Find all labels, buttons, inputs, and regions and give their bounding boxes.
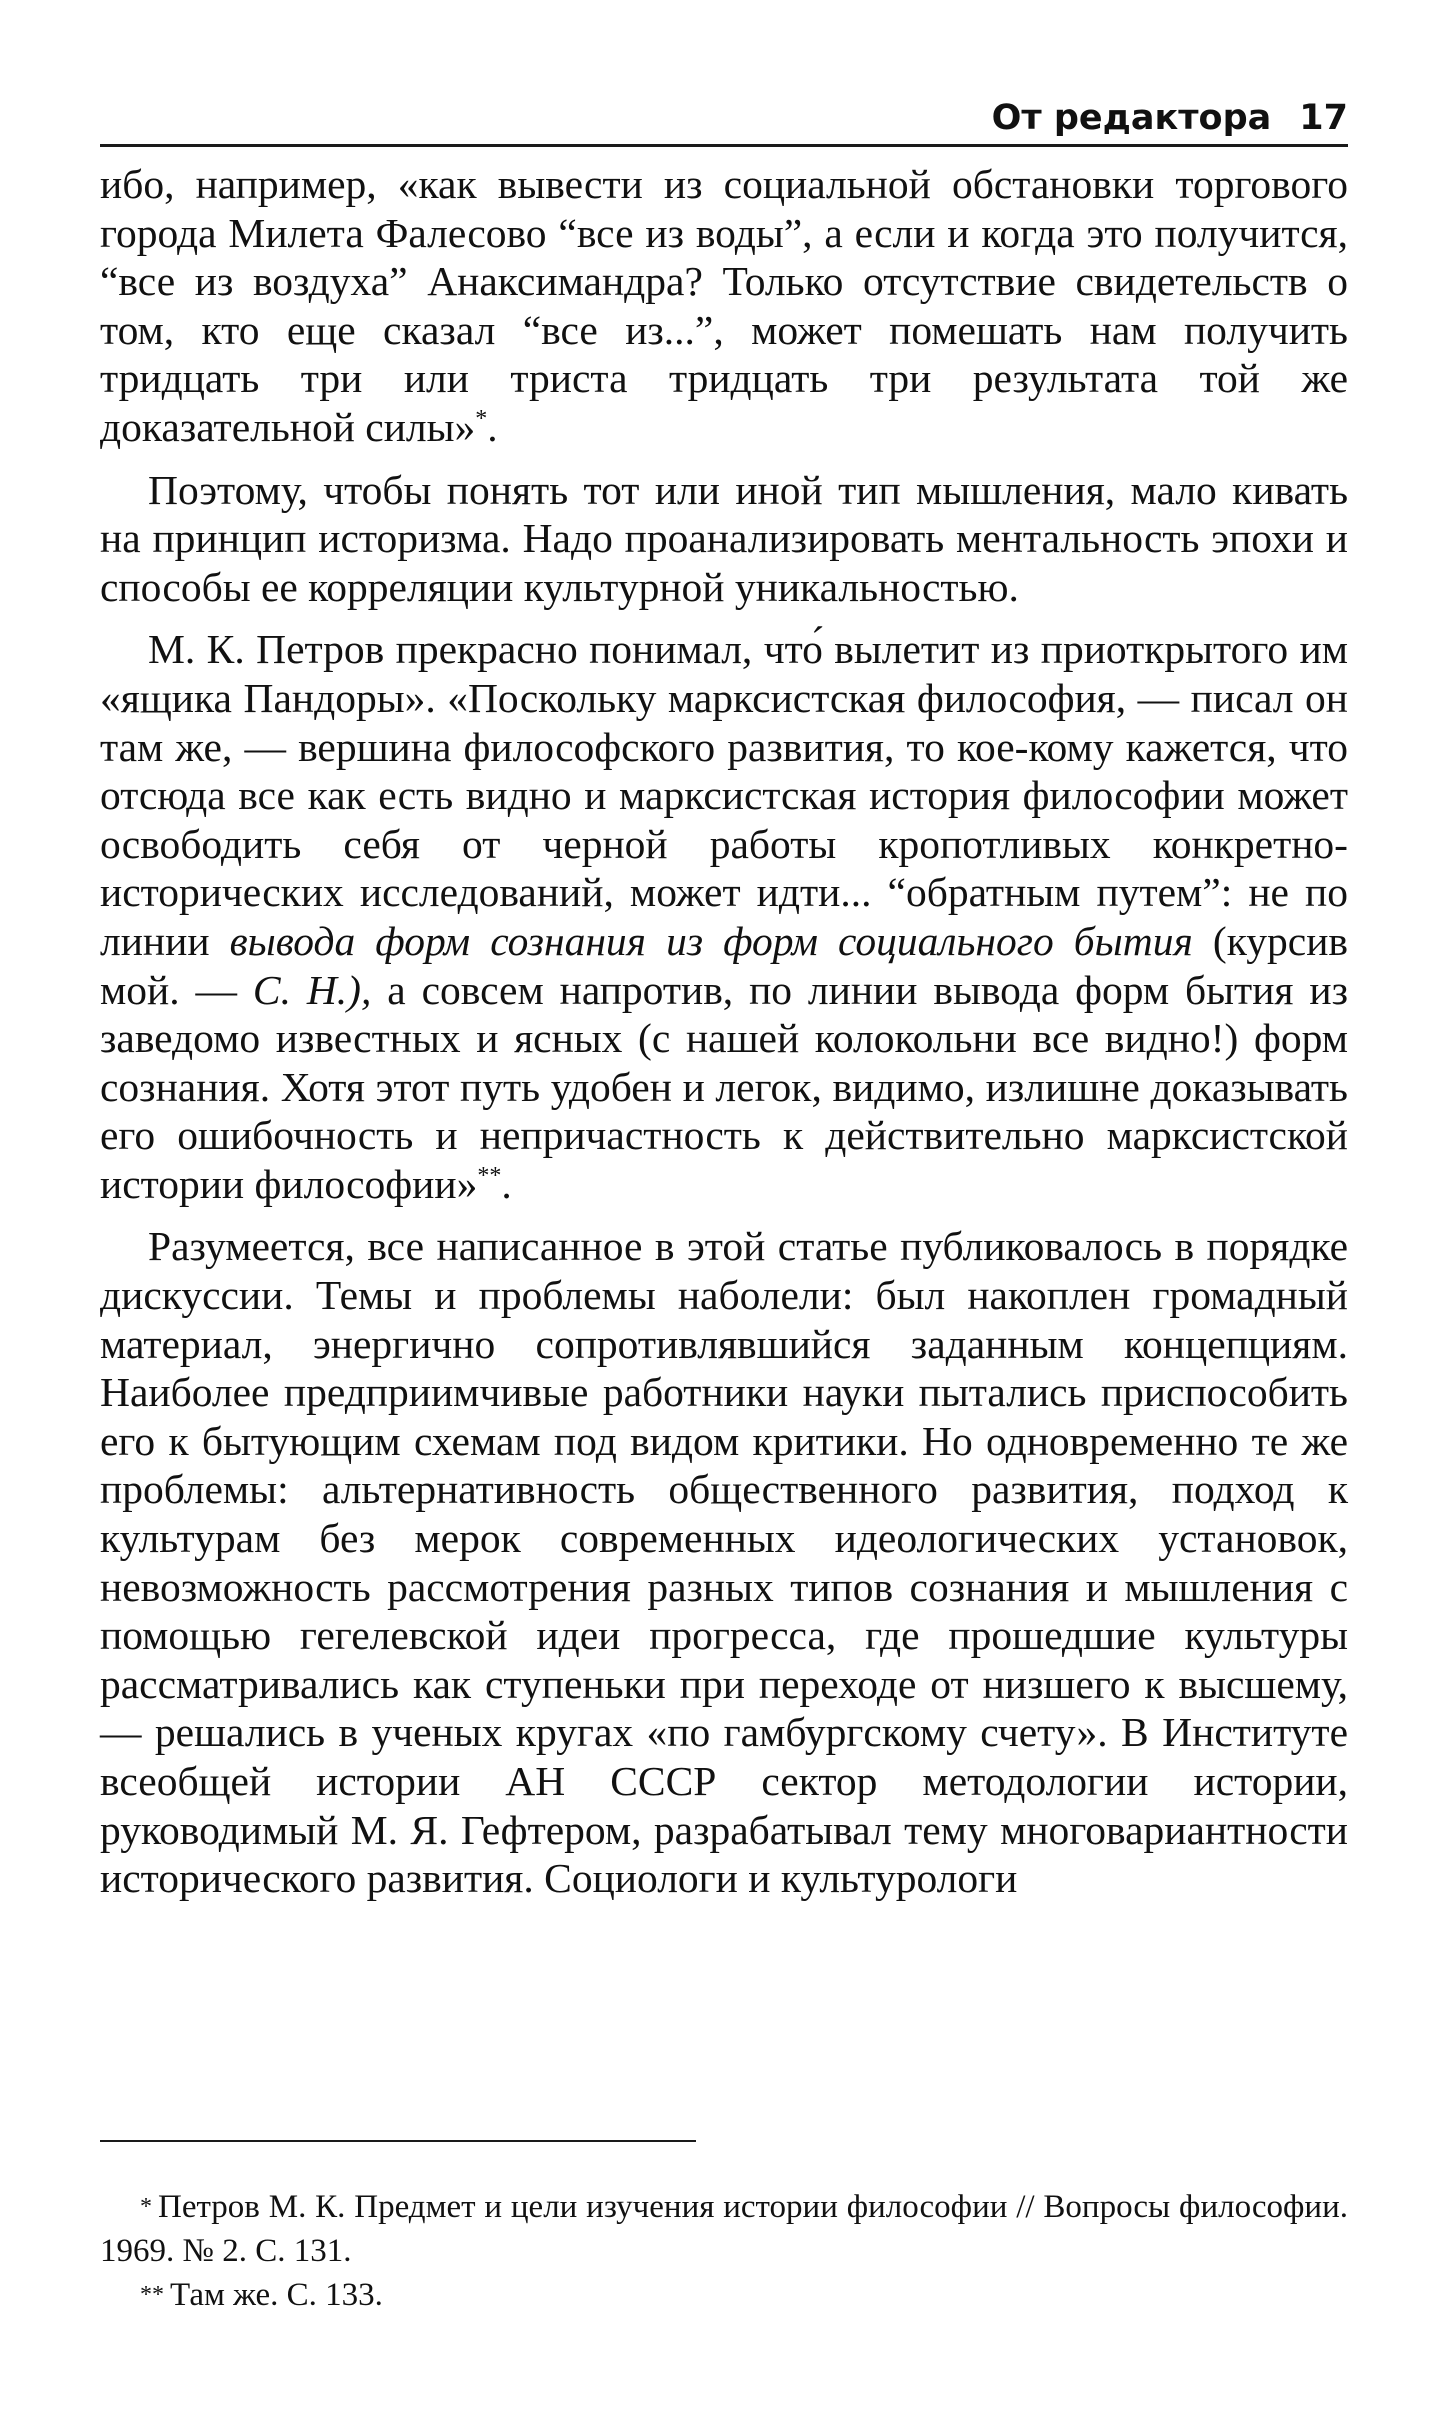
running-header-title: От редактора <box>991 98 1272 138</box>
paragraph-2 <box>100 466 1348 612</box>
paragraph-3-text-after: а совсем напротив, по линии вывода форм бытия из заведомо известных и ясных (с нашей колокольни все видно!) форм сознания. Хотя этот путь удобен и легок, видимо, излишне доказывать его ошибочность и непричастность к действительно марксистской истории философии» <box>100 966 1348 1207</box>
paragraph-1-text: ибо, например, «как вывести из социальной обстановки торгового города Милета Фалесово “все из воды”, а если и когда это получится, “все из воздуха” Анаксимандра? Только отсутствие свидетельств о том, кто еще сказал “все из...”, может помешать нам получить тридцать три или триста тридцать три результата той же доказательной силы» <box>100 161 1348 450</box>
footnote-ref-1[interactable]: * <box>475 406 488 433</box>
footnote-1-text: Петров М. К. Предмет и цели изучения истории философии // Вопросы философии. 1969. № 2. С. 131. <box>100 2189 1348 2269</box>
paragraph-3-text-middle: (курсив мой. — <box>100 917 1348 1013</box>
paragraph-1 <box>100 160 1348 452</box>
footnote-2-text: Там же. С. 133. <box>170 2277 383 2313</box>
page-number: 17 <box>1299 98 1348 138</box>
footnote-1 <box>100 2185 1348 2273</box>
footnote-divider <box>100 2140 696 2142</box>
footnote-1-mark: * <box>140 2194 152 2220</box>
paragraph-3 <box>100 625 1348 1208</box>
paragraph-3-tail: . <box>501 1160 512 1207</box>
paragraph-2-text: Поэтому, чтобы понять тот или иной тип мышления, мало кивать на принцип историзма. Надо проанализировать ментальность эпохи и способы ее корреляции культурной уникальностью. <box>100 466 1348 610</box>
paragraph-4-text: Разумеется, все написанное в этой статье публиковалось в порядке дискуссии. Темы и проблемы наболели: был накоплен громадный материал, энергично сопротивлявшийся заданным концепциям. Наиболее предприимчивые работники науки пытались приспособить его к бытующим схемам под видом критики. Но одновременно те же проблемы: альтернативность общественного развития, подход к культурам без мерок современных идеологических установок, невозможность рассмотрения разных типов сознания и мышления с помощью гегелевской идеи прогресса, где прошедшие культуры рассматривались как ступеньки при переходе от низшего к высшему, — решались в ученых кругах «по гамбургскому счету». В Институте всеобщей истории АН СССР сектор методологии истории, руководимый М. Я. Гефтером, разрабатывал тему многовариантности исторического развития. Социологи и культурологи <box>100 1223 1348 1902</box>
footnote-ref-2[interactable]: ** <box>477 1163 502 1190</box>
footnotes <box>100 2185 1348 2317</box>
paragraph-4 <box>100 1222 1348 1902</box>
main-text <box>100 160 1348 1917</box>
paragraph-3-italic-phrase: вывода форм сознания из форм социального бытия <box>229 917 1193 964</box>
paragraph-3-italic-author: С. Н.), <box>252 966 372 1013</box>
paragraph-3-text-before: М. К. Петров прекрасно понимал, что́ вылетит из приоткрытого им «ящика Пандоры». «Поскольку марксистская философия, — писал он там же, — вершина философского развития, то кое-кому кажется, что отсюда все как есть видно и марксистская история философии может освободить себя от черной работы кропотливых конкретно-исторических исследований, может идти... “обратным путем”: не по линии <box>100 626 1348 964</box>
paragraph-1-tail: . <box>487 403 498 450</box>
footnote-2 <box>100 2273 1348 2317</box>
footnote-2-mark: ** <box>140 2282 164 2308</box>
running-header <box>100 94 1348 147</box>
